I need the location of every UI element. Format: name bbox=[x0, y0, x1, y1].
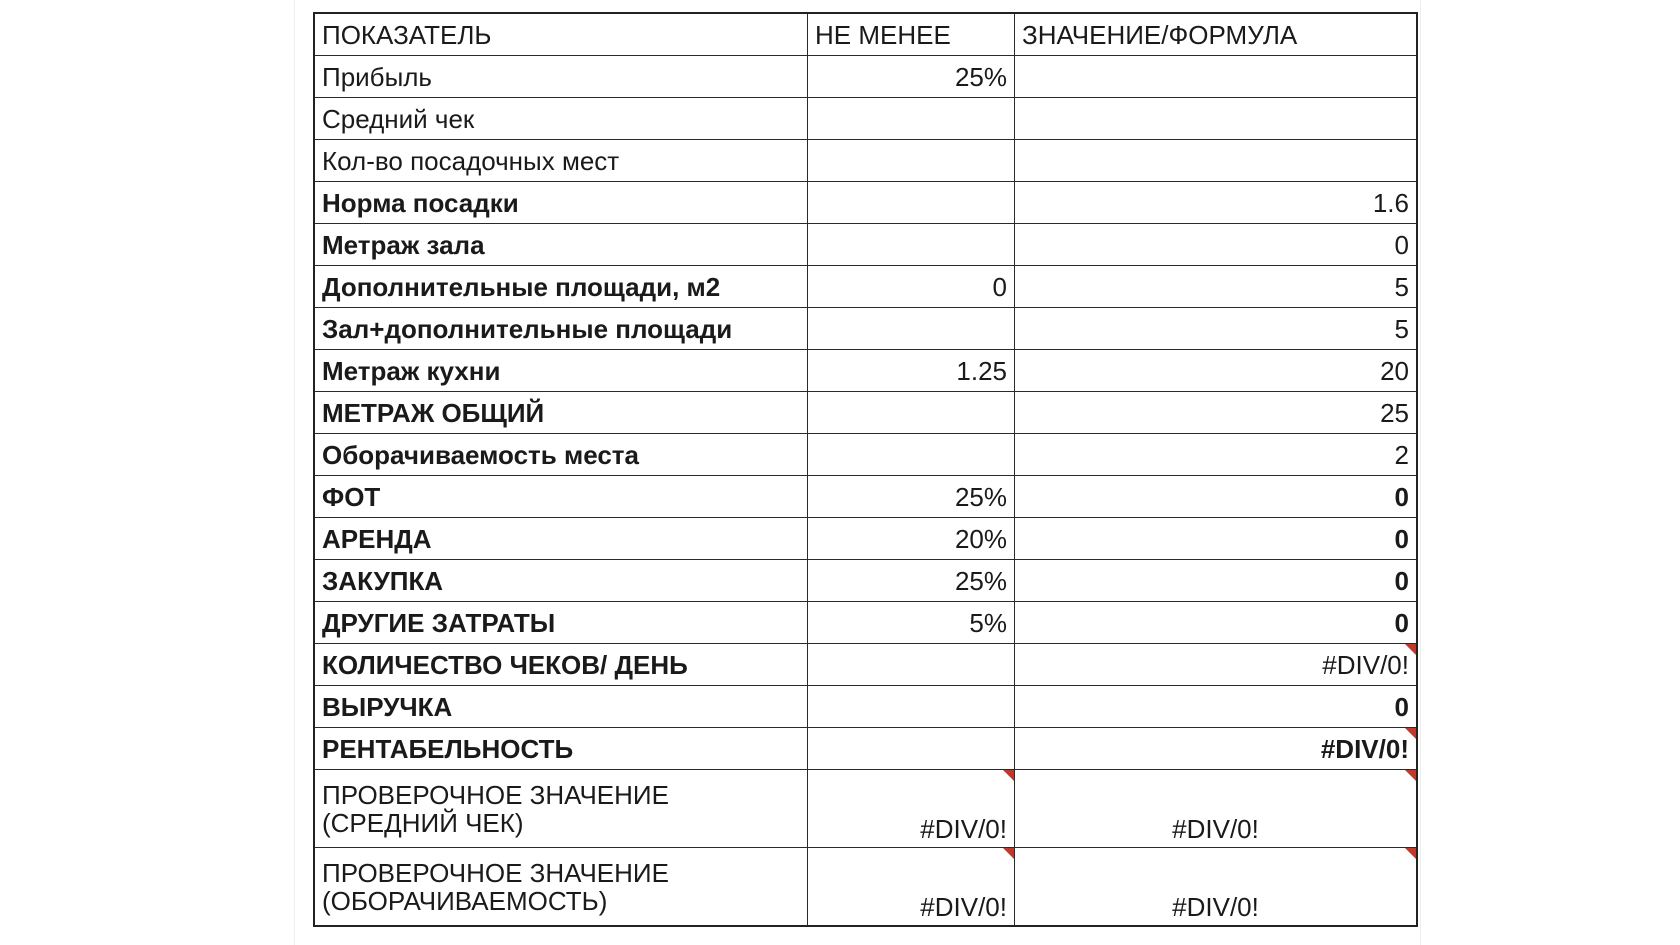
row-value-cell[interactable] bbox=[1015, 728, 1418, 770]
faint-gridline-right bbox=[1420, 0, 1421, 945]
row-min-cell[interactable] bbox=[808, 392, 1015, 434]
row-min-cell[interactable] bbox=[808, 224, 1015, 266]
row-value-cell[interactable]: 0 bbox=[1015, 560, 1418, 602]
row-value-cell[interactable]: 5 bbox=[1015, 308, 1418, 350]
label-line: (СРЕДНИЙ ЧЕК) bbox=[322, 807, 524, 838]
row-label-rent[interactable]: АРЕНДА bbox=[314, 518, 808, 560]
row-value-cell[interactable] bbox=[1015, 848, 1418, 927]
spreadsheet-table bbox=[313, 12, 1418, 927]
row-value-cell[interactable]: 0 bbox=[1015, 224, 1418, 266]
row-label-other-costs[interactable]: ДРУГИЕ ЗАТРАТЫ bbox=[314, 602, 808, 644]
row-value-cell[interactable] bbox=[1015, 56, 1418, 98]
row-value-cell[interactable]: 0 bbox=[1015, 518, 1418, 560]
row-value-cell[interactable] bbox=[1015, 770, 1418, 848]
row-label-seat-count[interactable]: Кол-во посадочных мест bbox=[314, 140, 808, 182]
row-label-profitability[interactable]: РЕНТАБЕЛЬНОСТЬ bbox=[314, 728, 808, 770]
header-cell-value[interactable]: ЗНАЧЕНИЕ/ФОРМУЛА bbox=[1015, 13, 1418, 56]
comment-marker-icon[interactable] bbox=[1003, 848, 1014, 859]
cell-text: #DIV/0! bbox=[1172, 814, 1259, 844]
row-label-total-area[interactable]: МЕТРАЖ ОБЩИЙ bbox=[314, 392, 808, 434]
row-value-cell[interactable]: 25 bbox=[1015, 392, 1418, 434]
header-cell-indicator[interactable]: ПОКАЗАТЕЛЬ bbox=[314, 13, 808, 56]
label-line: ПРОВЕРОЧНОЕ ЗНАЧЕНИЕ bbox=[322, 779, 669, 810]
row-min-cell[interactable] bbox=[808, 848, 1015, 927]
row-label-extra-area[interactable]: Дополнительные площади, м2 bbox=[314, 266, 808, 308]
comment-marker-icon[interactable] bbox=[1405, 848, 1416, 859]
cell-text: #DIV/0! bbox=[920, 814, 1007, 844]
row-label-average-check[interactable]: Средний чек bbox=[314, 98, 808, 140]
table-row bbox=[314, 434, 1417, 476]
row-label-hall-plus-extra[interactable]: Зал+дополнительные площади bbox=[314, 308, 808, 350]
table-row bbox=[314, 602, 1417, 644]
row-label-payroll[interactable]: ФОТ bbox=[314, 476, 808, 518]
table-row bbox=[314, 308, 1417, 350]
table-row bbox=[314, 182, 1417, 224]
faint-gridline-left bbox=[294, 0, 295, 945]
row-label-check-value-turnover[interactable] bbox=[314, 848, 808, 927]
row-value-cell[interactable] bbox=[1015, 140, 1418, 182]
row-label-kitchen-area[interactable]: Метраж кухни bbox=[314, 350, 808, 392]
label-line: (ОБОРАЧИВАЕМОСТЬ) bbox=[322, 885, 608, 916]
header-row bbox=[314, 13, 1417, 56]
row-min-cell[interactable] bbox=[808, 182, 1015, 224]
row-label-hall-area[interactable]: Метраж зала bbox=[314, 224, 808, 266]
row-min-cell[interactable]: 1.25 bbox=[808, 350, 1015, 392]
table-row bbox=[314, 518, 1417, 560]
row-label-checks-per-day[interactable]: КОЛИЧЕСТВО ЧЕКОВ/ ДЕНЬ bbox=[314, 644, 808, 686]
comment-marker-icon[interactable] bbox=[1003, 770, 1014, 781]
table-row bbox=[314, 56, 1417, 98]
table-row bbox=[314, 686, 1417, 728]
table-row bbox=[314, 770, 1417, 848]
table-row bbox=[314, 140, 1417, 182]
header-cell-min[interactable]: НЕ МЕНЕЕ bbox=[808, 13, 1015, 56]
table-row bbox=[314, 644, 1417, 686]
table-row bbox=[314, 728, 1417, 770]
row-value-cell[interactable]: 0 bbox=[1015, 602, 1418, 644]
table-row bbox=[314, 224, 1417, 266]
row-min-cell[interactable] bbox=[808, 308, 1015, 350]
cell-text: #DIV/0! bbox=[1322, 649, 1409, 680]
row-value-cell[interactable]: 0 bbox=[1015, 686, 1418, 728]
row-value-cell[interactable] bbox=[1015, 644, 1418, 686]
row-min-cell[interactable]: 5% bbox=[808, 602, 1015, 644]
row-value-cell[interactable]: 20 bbox=[1015, 350, 1418, 392]
row-value-cell[interactable]: 5 bbox=[1015, 266, 1418, 308]
row-label-revenue[interactable]: ВЫРУЧКА bbox=[314, 686, 808, 728]
table-row bbox=[314, 560, 1417, 602]
table-row bbox=[314, 848, 1417, 927]
row-label-profit[interactable]: Прибыль bbox=[314, 56, 808, 98]
row-min-cell[interactable] bbox=[808, 728, 1015, 770]
row-min-cell[interactable] bbox=[808, 686, 1015, 728]
row-min-cell[interactable] bbox=[808, 434, 1015, 476]
row-min-cell[interactable]: 25% bbox=[808, 56, 1015, 98]
comment-marker-icon[interactable] bbox=[1405, 728, 1416, 739]
row-label-seat-turnover[interactable]: Оборачиваемость места bbox=[314, 434, 808, 476]
row-value-cell[interactable]: 1.6 bbox=[1015, 182, 1418, 224]
row-label-check-value-avg[interactable] bbox=[314, 770, 808, 848]
row-min-cell[interactable]: 0 bbox=[808, 266, 1015, 308]
cell-text: #DIV/0! bbox=[1172, 892, 1259, 922]
table-row bbox=[314, 392, 1417, 434]
comment-marker-icon[interactable] bbox=[1405, 644, 1416, 655]
row-min-cell[interactable]: 20% bbox=[808, 518, 1015, 560]
row-value-cell[interactable]: 0 bbox=[1015, 476, 1418, 518]
cell-text: #DIV/0! bbox=[1320, 733, 1409, 764]
row-min-cell[interactable] bbox=[808, 140, 1015, 182]
table-row bbox=[314, 476, 1417, 518]
row-min-cell[interactable]: 25% bbox=[808, 560, 1015, 602]
table-row bbox=[314, 98, 1417, 140]
table-row bbox=[314, 266, 1417, 308]
label-line: ПРОВЕРОЧНОЕ ЗНАЧЕНИЕ bbox=[322, 857, 669, 888]
row-value-cell[interactable] bbox=[1015, 98, 1418, 140]
row-label-seating-norm[interactable]: Норма посадки bbox=[314, 182, 808, 224]
row-min-cell[interactable]: 25% bbox=[808, 476, 1015, 518]
comment-marker-icon[interactable] bbox=[1405, 770, 1416, 781]
row-label-purchase[interactable]: ЗАКУПКА bbox=[314, 560, 808, 602]
row-value-cell[interactable]: 2 bbox=[1015, 434, 1418, 476]
row-min-cell[interactable] bbox=[808, 770, 1015, 848]
row-min-cell[interactable] bbox=[808, 644, 1015, 686]
cell-text: #DIV/0! bbox=[920, 892, 1007, 922]
table-row bbox=[314, 350, 1417, 392]
row-min-cell[interactable] bbox=[808, 98, 1015, 140]
